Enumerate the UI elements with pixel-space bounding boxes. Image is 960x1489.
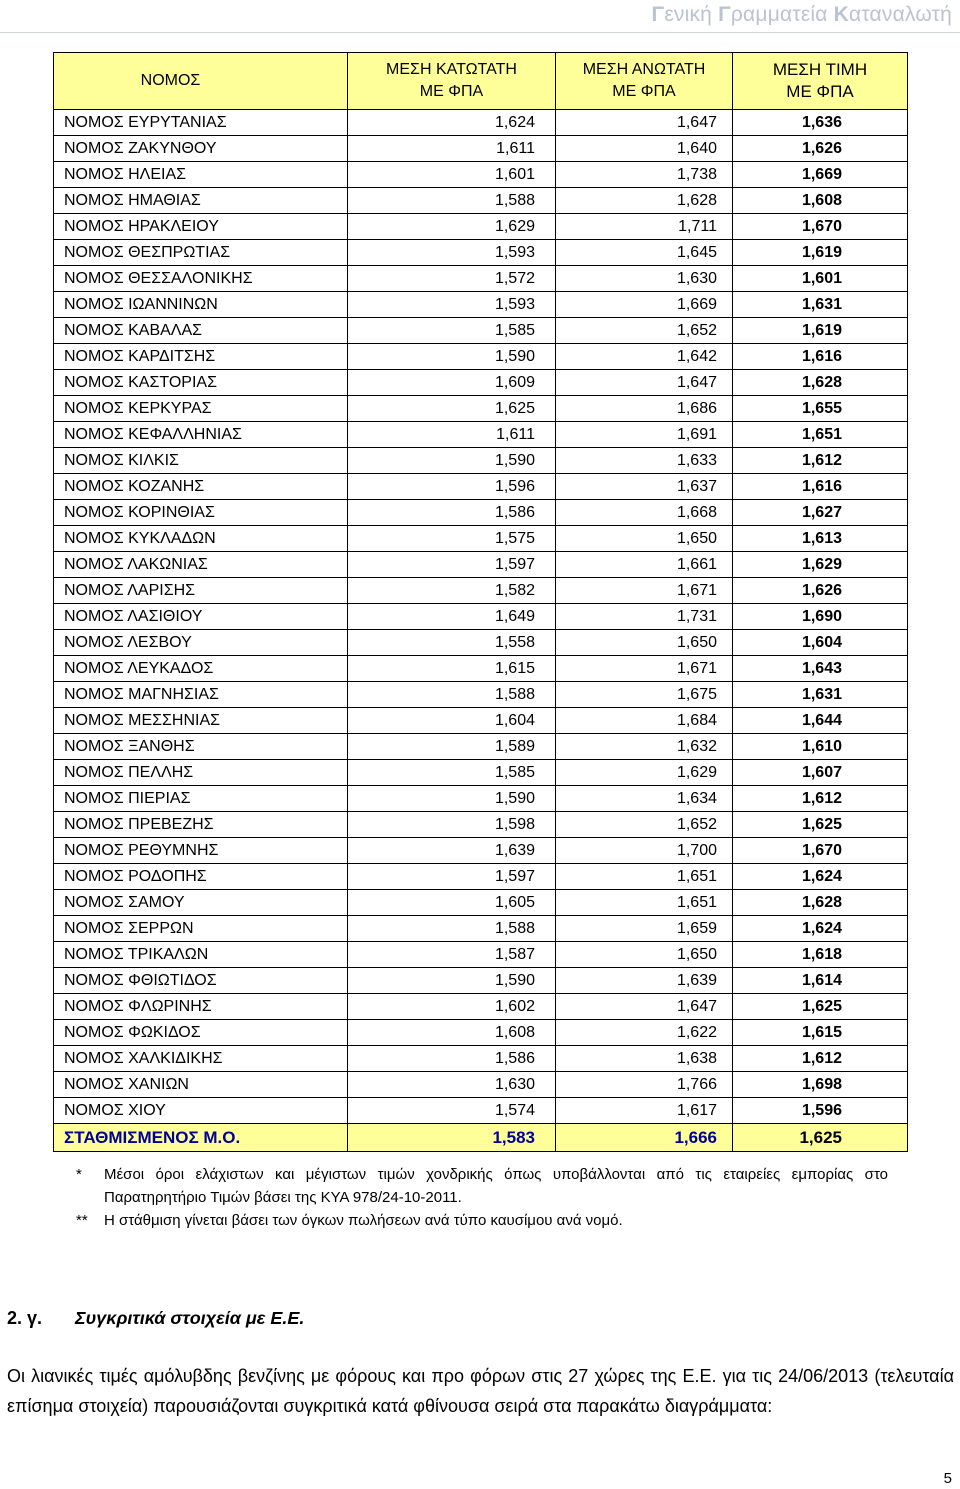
max-price-cell: 1,622 xyxy=(556,1020,733,1046)
table-row xyxy=(54,526,908,552)
table-row xyxy=(54,240,908,266)
footnote xyxy=(76,1163,888,1209)
min-price-cell: 1,585 xyxy=(348,760,556,786)
min-price-cell: 1,590 xyxy=(348,344,556,370)
max-price-cell: 1,731 xyxy=(556,604,733,630)
min-price-cell: 1,585 xyxy=(348,318,556,344)
header-line: ΜΕ ΦΠΑ xyxy=(419,83,484,100)
max-price-cell: 1,632 xyxy=(556,734,733,760)
avg-price-cell: 1,669 xyxy=(733,162,908,188)
prefecture-name: ΝΟΜΟΣ ΧΑΝΙΩΝ xyxy=(54,1072,348,1098)
prefecture-name: ΝΟΜΟΣ ΚΟΡΙΝΘΙΑΣ xyxy=(54,500,348,526)
prefecture-name: ΝΟΜΟΣ ΛΑΡΙΣΗΣ xyxy=(54,578,348,604)
prefecture-name: ΝΟΜΟΣ ΣΕΡΡΩΝ xyxy=(54,916,348,942)
avg-price-cell: 1,626 xyxy=(733,136,908,162)
max-price-cell: 1,633 xyxy=(556,448,733,474)
min-price-cell: 1,596 xyxy=(348,474,556,500)
max-price-cell: 1,642 xyxy=(556,344,733,370)
avg-price-cell: 1,596 xyxy=(733,1098,908,1124)
column-header-prefecture xyxy=(54,53,348,110)
weighted-average-row xyxy=(54,1124,908,1152)
max-price-cell: 1,617 xyxy=(556,1098,733,1124)
avg-price-cell: 1,610 xyxy=(733,734,908,760)
max-price-cell: 1,659 xyxy=(556,916,733,942)
min-price-cell: 1,609 xyxy=(348,370,556,396)
footnote-text: Η στάθμιση γίνεται βάσει των όγκων πωλήσεων ανά τύπο καυσίμου ανά νομό. xyxy=(104,1212,623,1229)
min-price-cell: 1,583 xyxy=(348,1124,556,1152)
table-row xyxy=(54,786,908,812)
prefecture-name: ΝΟΜΟΣ ΣΑΜΟΥ xyxy=(54,890,348,916)
table-row xyxy=(54,1098,908,1124)
min-price-cell: 1,590 xyxy=(348,786,556,812)
avg-price-cell: 1,627 xyxy=(733,500,908,526)
min-price-cell: 1,586 xyxy=(348,1046,556,1072)
max-price-cell: 1,711 xyxy=(556,214,733,240)
section-number: 2. γ. xyxy=(7,1308,43,1328)
prefecture-name: ΝΟΜΟΣ ΠΡΕΒΕΖΗΣ xyxy=(54,812,348,838)
max-price-cell: 1,675 xyxy=(556,682,733,708)
avg-price-cell: 1,644 xyxy=(733,708,908,734)
prefecture-name: ΝΟΜΟΣ ΚΥΚΛΑΔΩΝ xyxy=(54,526,348,552)
prefecture-name: ΝΟΜΟΣ ΜΕΣΣΗΝΙΑΣ xyxy=(54,708,348,734)
table-row xyxy=(54,292,908,318)
header-rest: αταναλωτή xyxy=(849,3,952,26)
table-row xyxy=(54,604,908,630)
prefecture-name: ΝΟΜΟΣ ΚΕΡΚΥΡΑΣ xyxy=(54,396,348,422)
footnote xyxy=(76,1209,888,1232)
max-price-cell: 1,651 xyxy=(556,890,733,916)
header-divider xyxy=(0,32,960,33)
min-price-cell: 1,588 xyxy=(348,916,556,942)
min-price-cell: 1,629 xyxy=(348,214,556,240)
avg-price-cell: 1,607 xyxy=(733,760,908,786)
max-price-cell: 1,766 xyxy=(556,1072,733,1098)
avg-price-cell: 1,624 xyxy=(733,916,908,942)
avg-price-cell: 1,615 xyxy=(733,1020,908,1046)
prefecture-name: ΝΟΜΟΣ ΚΑΡΔΙΤΣΗΣ xyxy=(54,344,348,370)
avg-price-cell: 1,613 xyxy=(733,526,908,552)
max-price-cell: 1,651 xyxy=(556,864,733,890)
prefecture-name: ΝΟΜΟΣ ΤΡΙΚΑΛΩΝ xyxy=(54,942,348,968)
table-row xyxy=(54,110,908,136)
avg-price-cell: 1,626 xyxy=(733,578,908,604)
table-row xyxy=(54,370,908,396)
prefecture-name: ΝΟΜΟΣ ΛΕΣΒΟΥ xyxy=(54,630,348,656)
prefecture-name: ΝΟΜΟΣ ΙΩΑΝΝΙΝΩΝ xyxy=(54,292,348,318)
min-price-cell: 1,588 xyxy=(348,188,556,214)
table-header-row xyxy=(54,53,908,110)
prefecture-name: ΝΟΜΟΣ ΡΕΘΥΜΝΗΣ xyxy=(54,838,348,864)
max-price-cell: 1,634 xyxy=(556,786,733,812)
min-price-cell: 1,601 xyxy=(348,162,556,188)
prefecture-name: ΝΟΜΟΣ ΜΑΓΝΗΣΙΑΣ xyxy=(54,682,348,708)
footnote-mark: * xyxy=(76,1166,82,1183)
header-line: ΜΕΣΗ ΑΝΩΤΑΤΗ xyxy=(582,61,706,78)
min-price-cell: 1,639 xyxy=(348,838,556,864)
max-price-cell: 1,666 xyxy=(556,1124,733,1152)
section-heading xyxy=(7,1308,304,1329)
prefecture-name: ΝΟΜΟΣ ΦΘΙΩΤΙΔΟΣ xyxy=(54,968,348,994)
max-price-cell: 1,668 xyxy=(556,500,733,526)
prefecture-name: ΝΟΜΟΣ ΗΡΑΚΛΕΙΟΥ xyxy=(54,214,348,240)
prefecture-name: ΝΟΜΟΣ ΚΑΣΤΟΡΙΑΣ xyxy=(54,370,348,396)
table-row xyxy=(54,162,908,188)
max-price-cell: 1,650 xyxy=(556,526,733,552)
max-price-cell: 1,650 xyxy=(556,942,733,968)
max-price-cell: 1,652 xyxy=(556,318,733,344)
min-price-cell: 1,590 xyxy=(348,968,556,994)
table-row xyxy=(54,344,908,370)
header-cap: Γ xyxy=(651,3,665,26)
avg-price-cell: 1,604 xyxy=(733,630,908,656)
min-price-cell: 1,604 xyxy=(348,708,556,734)
max-price-cell: 1,700 xyxy=(556,838,733,864)
max-price-cell: 1,637 xyxy=(556,474,733,500)
max-price-cell: 1,647 xyxy=(556,110,733,136)
min-price-cell: 1,625 xyxy=(348,396,556,422)
avg-price-cell: 1,625 xyxy=(733,812,908,838)
max-price-cell: 1,639 xyxy=(556,968,733,994)
page-number: 5 xyxy=(943,1470,952,1487)
avg-price-cell: 1,618 xyxy=(733,942,908,968)
prefecture-name: ΝΟΜΟΣ ΕΥΡΥΤΑΝΙΑΣ xyxy=(54,110,348,136)
table-row xyxy=(54,812,908,838)
column-header-max-price xyxy=(556,53,733,110)
avg-price-cell: 1,612 xyxy=(733,786,908,812)
max-price-cell: 1,650 xyxy=(556,630,733,656)
max-price-cell: 1,630 xyxy=(556,266,733,292)
header-cap: Γ xyxy=(718,3,731,26)
avg-price-cell: 1,612 xyxy=(733,1046,908,1072)
prefecture-name: ΝΟΜΟΣ ΠΙΕΡΙΑΣ xyxy=(54,786,348,812)
avg-price-cell: 1,670 xyxy=(733,838,908,864)
min-price-cell: 1,598 xyxy=(348,812,556,838)
avg-price-cell: 1,619 xyxy=(733,318,908,344)
fuel-price-table xyxy=(53,52,908,1152)
min-price-cell: 1,572 xyxy=(348,266,556,292)
min-price-cell: 1,611 xyxy=(348,422,556,448)
header-line: ΜΕ ΦΠΑ xyxy=(786,82,854,101)
table-row xyxy=(54,396,908,422)
min-price-cell: 1,597 xyxy=(348,864,556,890)
prefecture-name: ΝΟΜΟΣ ΛΕΥΚΑΔΟΣ xyxy=(54,656,348,682)
max-price-cell: 1,661 xyxy=(556,552,733,578)
table-row xyxy=(54,500,908,526)
avg-price-cell: 1,670 xyxy=(733,214,908,240)
header-line: ΝΟΜΟΣ xyxy=(140,72,201,89)
min-price-cell: 1,611 xyxy=(348,136,556,162)
min-price-cell: 1,605 xyxy=(348,890,556,916)
prefecture-name: ΝΟΜΟΣ ΡΟΔΟΠΗΣ xyxy=(54,864,348,890)
table-row xyxy=(54,864,908,890)
table-row xyxy=(54,682,908,708)
table-row xyxy=(54,630,908,656)
min-price-cell: 1,575 xyxy=(348,526,556,552)
avg-price-cell: 1,616 xyxy=(733,474,908,500)
header-rest: ραμματεία xyxy=(730,3,834,26)
prefecture-name: ΝΟΜΟΣ ΠΕΛΛΗΣ xyxy=(54,760,348,786)
table-row xyxy=(54,422,908,448)
min-price-cell: 1,649 xyxy=(348,604,556,630)
min-price-cell: 1,590 xyxy=(348,448,556,474)
prefecture-name: ΝΟΜΟΣ ΘΕΣΠΡΩΤΙΑΣ xyxy=(54,240,348,266)
max-price-cell: 1,691 xyxy=(556,422,733,448)
prefecture-name: ΝΟΜΟΣ ΦΛΩΡΙΝΗΣ xyxy=(54,994,348,1020)
table-row xyxy=(54,1072,908,1098)
max-price-cell: 1,671 xyxy=(556,578,733,604)
min-price-cell: 1,602 xyxy=(348,994,556,1020)
table-row xyxy=(54,266,908,292)
max-price-cell: 1,629 xyxy=(556,760,733,786)
max-price-cell: 1,669 xyxy=(556,292,733,318)
avg-price-cell: 1,698 xyxy=(733,1072,908,1098)
min-price-cell: 1,558 xyxy=(348,630,556,656)
avg-price-cell: 1,636 xyxy=(733,110,908,136)
avg-price-cell: 1,655 xyxy=(733,396,908,422)
min-price-cell: 1,586 xyxy=(348,500,556,526)
table-row xyxy=(54,734,908,760)
table-row xyxy=(54,890,908,916)
prefecture-name: ΝΟΜΟΣ ΚΕΦΑΛΛΗΝΙΑΣ xyxy=(54,422,348,448)
avg-price-cell: 1,625 xyxy=(733,994,908,1020)
min-price-cell: 1,624 xyxy=(348,110,556,136)
max-price-cell: 1,738 xyxy=(556,162,733,188)
section-title: Συγκριτικά στοιχεία με Ε.Ε. xyxy=(75,1308,305,1328)
avg-price-cell: 1,614 xyxy=(733,968,908,994)
prefecture-name: ΝΟΜΟΣ ΞΑΝΘΗΣ xyxy=(54,734,348,760)
avg-price-cell: 1,628 xyxy=(733,890,908,916)
table-row xyxy=(54,578,908,604)
table-row xyxy=(54,136,908,162)
page-header-title xyxy=(652,3,953,27)
table-row xyxy=(54,838,908,864)
prefecture-name: ΝΟΜΟΣ ΛΑΣΙΘΙΟΥ xyxy=(54,604,348,630)
avg-price-cell: 1,629 xyxy=(733,552,908,578)
avg-price-cell: 1,624 xyxy=(733,864,908,890)
prefecture-name: ΝΟΜΟΣ ΦΩΚΙΔΟΣ xyxy=(54,1020,348,1046)
prefecture-name: ΝΟΜΟΣ ΧΑΛΚΙΔΙΚΗΣ xyxy=(54,1046,348,1072)
column-header-avg-price xyxy=(733,53,908,110)
min-price-cell: 1,589 xyxy=(348,734,556,760)
body-paragraph: Οι λιανικές τιμές αμόλυβδης βενζίνης με φόρους και προ φόρων στις 27 χώρες της Ε.Ε. για τις 24/06/2013 (τελευταία επίσημα στοιχεία) παρουσιάζονται συγκριτικά κατά φθίνουσα σειρά στα παρακάτω διαγράμματα: xyxy=(7,1366,954,1416)
avg-price-cell: 1,628 xyxy=(733,370,908,396)
avg-price-cell: 1,601 xyxy=(733,266,908,292)
prefecture-name: ΝΟΜΟΣ ΚΑΒΑΛΑΣ xyxy=(54,318,348,344)
min-price-cell: 1,593 xyxy=(348,292,556,318)
table-row xyxy=(54,968,908,994)
avg-price-cell: 1,612 xyxy=(733,448,908,474)
header-line: ΜΕ ΦΠΑ xyxy=(612,83,676,100)
avg-price-cell: 1,631 xyxy=(733,292,908,318)
max-price-cell: 1,647 xyxy=(556,994,733,1020)
table-row xyxy=(54,916,908,942)
table-row xyxy=(54,656,908,682)
avg-price-cell: 1,619 xyxy=(733,240,908,266)
max-price-cell: 1,686 xyxy=(556,396,733,422)
avg-price-cell: 1,651 xyxy=(733,422,908,448)
min-price-cell: 1,615 xyxy=(348,656,556,682)
avg-price-cell: 1,631 xyxy=(733,682,908,708)
table-row xyxy=(54,760,908,786)
prefecture-name: ΝΟΜΟΣ ΗΜΑΘΙΑΣ xyxy=(54,188,348,214)
table-row xyxy=(54,1046,908,1072)
table-row xyxy=(54,214,908,240)
max-price-cell: 1,640 xyxy=(556,136,733,162)
max-price-cell: 1,652 xyxy=(556,812,733,838)
header-line: ΜΕΣΗ ΚΑΤΩΤΑΤΗ xyxy=(386,61,517,78)
max-price-cell: 1,671 xyxy=(556,656,733,682)
footnote-mark: ** xyxy=(76,1212,88,1229)
min-price-cell: 1,574 xyxy=(348,1098,556,1124)
table-row xyxy=(54,1020,908,1046)
max-price-cell: 1,645 xyxy=(556,240,733,266)
table-row xyxy=(54,942,908,968)
avg-price-cell: 1,608 xyxy=(733,188,908,214)
min-price-cell: 1,608 xyxy=(348,1020,556,1046)
header-cap: Κ xyxy=(833,3,850,26)
min-price-cell: 1,630 xyxy=(348,1072,556,1098)
min-price-cell: 1,588 xyxy=(348,682,556,708)
avg-price-cell: 1,643 xyxy=(733,656,908,682)
prefecture-name: ΝΟΜΟΣ ΗΛΕΙΑΣ xyxy=(54,162,348,188)
min-price-cell: 1,587 xyxy=(348,942,556,968)
footnotes xyxy=(76,1163,888,1232)
footnote-text: Μέσοι όροι ελάχιστων και μέγιστων τιμών χονδρικής όπως υποβάλλονται από τις εταιρείες εμπορίας στο Παρατηρητήριο Τιμών βάσει της ΚΥΑ 978/24-10-2011. xyxy=(104,1166,888,1206)
prefecture-name: ΝΟΜΟΣ ΖΑΚΥΝΘΟΥ xyxy=(54,136,348,162)
avg-price-cell: 1,690 xyxy=(733,604,908,630)
prefecture-name: ΝΟΜΟΣ ΧΙΟΥ xyxy=(54,1098,348,1124)
table-row xyxy=(54,318,908,344)
max-price-cell: 1,628 xyxy=(556,188,733,214)
table-row xyxy=(54,708,908,734)
min-price-cell: 1,582 xyxy=(348,578,556,604)
prefecture-name: ΝΟΜΟΣ ΘΕΣΣΑΛΟΝΙΚΗΣ xyxy=(54,266,348,292)
prefecture-name: ΝΟΜΟΣ ΚΙΛΚΙΣ xyxy=(54,448,348,474)
table-row xyxy=(54,448,908,474)
avg-price-cell: 1,616 xyxy=(733,344,908,370)
prefecture-name: ΣΤΑΘΜΙΣΜΕΝΟΣ Μ.Ο. xyxy=(54,1124,348,1152)
prefecture-name: ΝΟΜΟΣ ΛΑΚΩΝΙΑΣ xyxy=(54,552,348,578)
table-row xyxy=(54,188,908,214)
table-row xyxy=(54,552,908,578)
table-body xyxy=(54,110,908,1152)
table-row xyxy=(54,994,908,1020)
min-price-cell: 1,597 xyxy=(348,552,556,578)
header-line: ΜΕΣΗ ΤΙΜΗ xyxy=(772,60,868,79)
max-price-cell: 1,647 xyxy=(556,370,733,396)
min-price-cell: 1,593 xyxy=(348,240,556,266)
prefecture-name: ΝΟΜΟΣ ΚΟΖΑΝΗΣ xyxy=(54,474,348,500)
table-row xyxy=(54,474,908,500)
max-price-cell: 1,684 xyxy=(556,708,733,734)
column-header-min-price xyxy=(348,53,556,110)
avg-price-cell: 1,625 xyxy=(733,1124,908,1152)
header-rest: ενική xyxy=(664,3,719,26)
max-price-cell: 1,638 xyxy=(556,1046,733,1072)
